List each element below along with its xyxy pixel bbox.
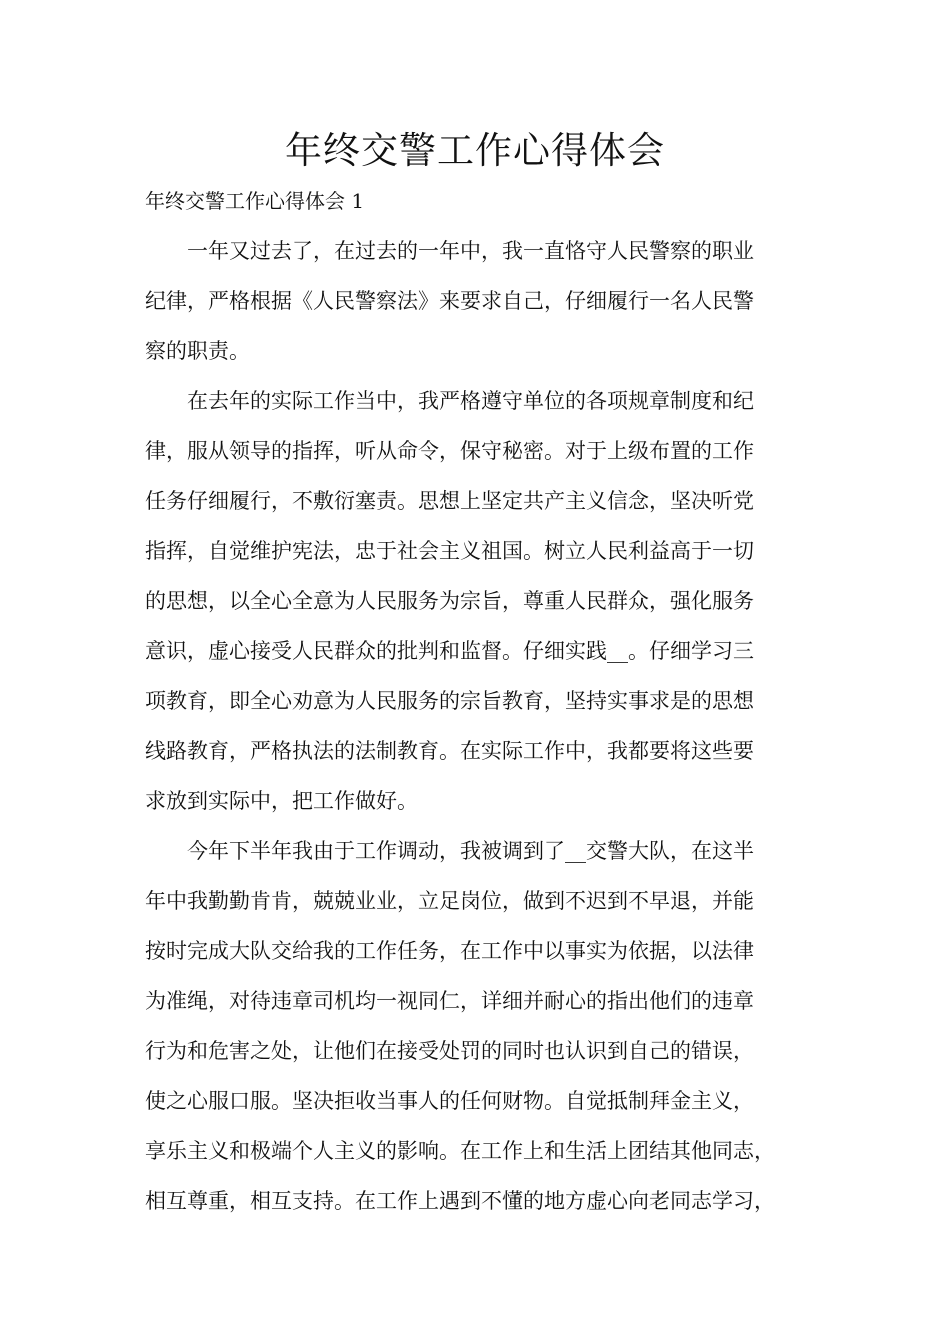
paragraph-1 xyxy=(145,226,825,376)
paragraph-2 xyxy=(145,376,825,826)
paragraph-line: 纪律，严格根据《人民警察法》来要求自己，仔细履行一名人民警 xyxy=(145,289,754,313)
paragraph-line: 线路教育，严格执法的法制教育。在实际工作中，我都要将这些要 xyxy=(145,739,754,763)
paragraph-line: 在去年的实际工作当中，我严格遵守单位的各项规章制度和纪 xyxy=(145,389,754,413)
document-title: 年终交警工作心得体会 xyxy=(285,129,665,172)
document-subtitle: 年终交警工作心得体会 1 xyxy=(145,189,365,213)
paragraph-line: 任务仔细履行，不敷衍塞责。思想上坚定共产主义信念，坚决听党 xyxy=(145,489,754,513)
paragraph-line: 一年又过去了，在过去的一年中，我一直恪守人民警察的职业 xyxy=(145,239,754,263)
paragraph-line: 意识，虚心接受人民群众的批判和监督。仔细实践__。仔细学习三 xyxy=(145,639,754,663)
paragraph-line: 今年下半年我由于工作调动，我被调到了__交警大队，在这半 xyxy=(145,839,754,863)
paragraph-line: 指挥，自觉维护宪法，忠于社会主义祖国。树立人民利益高于一切 xyxy=(145,539,754,563)
paragraph-line: 享乐主义和极端个人主义的影响。在工作上和生活上团结其他同志， xyxy=(145,1139,775,1163)
paragraph-3 xyxy=(145,826,825,1226)
paragraph-line: 项教育，即全心劝意为人民服务的宗旨教育，坚持实事求是的思想 xyxy=(145,689,754,713)
paragraph-line: 的思想，以全心全意为人民服务为宗旨，尊重人民群众，强化服务 xyxy=(145,589,754,613)
paragraph-line: 求放到实际中，把工作做好。 xyxy=(145,789,418,813)
paragraph-line: 察的职责。 xyxy=(145,339,250,363)
paragraph-line: 律，服从领导的指挥，听从命令，保守秘密。对于上级布置的工作 xyxy=(145,439,754,463)
paragraph-line: 年中我勤勤肯肯，兢兢业业，立足岗位，做到不迟到不早退，并能 xyxy=(145,889,754,913)
paragraph-line: 为准绳，对待违章司机均一视同仁，详细并耐心的指出他们的违章 xyxy=(145,989,754,1013)
paragraph-line: 使之心服口服。坚决拒收当事人的任何财物。自觉抵制拜金主义， xyxy=(145,1089,754,1113)
paragraph-line: 行为和危害之处，让他们在接受处罚的同时也认识到自己的错误， xyxy=(145,1039,754,1063)
paragraph-line: 相互尊重，相互支持。在工作上遇到不懂的地方虚心向老同志学习， xyxy=(145,1189,775,1213)
paragraph-line: 按时完成大队交给我的工作任务，在工作中以事实为依据，以法律 xyxy=(145,939,754,963)
